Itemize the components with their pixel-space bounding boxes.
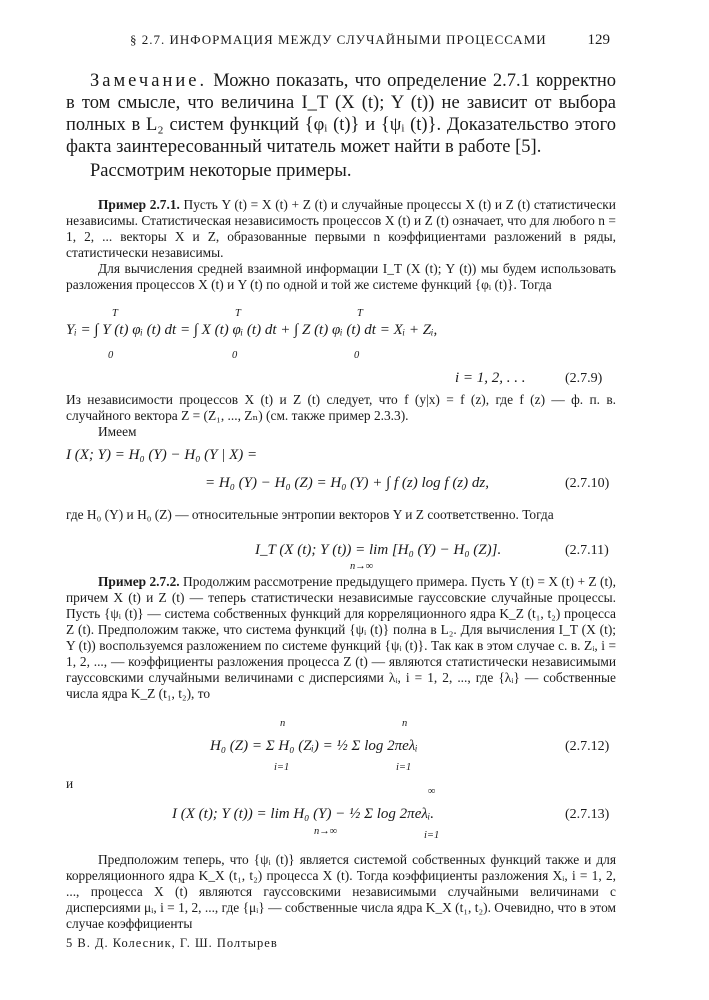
example-1-p2: Для вычисления средней взаимной информации I_T (X (t); Y (t)) мы будем использовать разложения процессов X (t) и Y (t) по одной и той же системе функций {φᵢ (t)}. Тогда bbox=[66, 261, 616, 292]
int3-lower: 0 bbox=[354, 350, 360, 361]
int1-upper: T bbox=[112, 308, 118, 319]
int2-upper: T bbox=[235, 308, 241, 319]
sum2-upper: n bbox=[402, 718, 408, 729]
int1-lower: 0 bbox=[108, 350, 114, 361]
sum1-upper: n bbox=[280, 718, 286, 729]
example-1-p4: Имеем bbox=[98, 424, 137, 439]
example-2-label: Пример 2.7.2. bbox=[98, 574, 180, 589]
equation-2-7-11: I_T (X (t); Y (t)) = lim [H₀ (Y) − H₀ (Z)]. bbox=[255, 542, 502, 558]
equation-number-2-7-13: (2.7.13) bbox=[565, 807, 610, 822]
and-word: и bbox=[66, 776, 74, 791]
example-1-label: Пример 2.7.1. bbox=[98, 197, 180, 212]
int2-lower: 0 bbox=[232, 350, 238, 361]
example-1-p1: Пусть Y (t) = X (t) + Z (t) и случайные процессы X (t) и Z (t) статистически независимы. Статистическая независимость процессов X (t) и Z (t) означает, что для любого n = 1, 2, ... векторы X и Z, образованные первыми n коэффициентами разложений в ряды, статистически независимы. bbox=[66, 197, 616, 260]
lim-sub-2-7-11: n→∞ bbox=[350, 561, 374, 572]
remark-lead: Замечание. bbox=[90, 71, 208, 91]
equation-2-7-9-main: Yᵢ = ∫ Y (t) φᵢ (t) dt = ∫ X (t) φᵢ (t) dt + ∫ Z (t) φᵢ (t) dt = Xᵢ + Zᵢ, bbox=[66, 322, 438, 338]
equation-number-2-7-10: (2.7.10) bbox=[565, 476, 610, 491]
header-title: § 2.7. ИНФОРМАЦИЯ МЕЖДУ СЛУЧАЙНЫМИ ПРОЦЕССАМИ bbox=[130, 32, 547, 47]
equation-number-2-7-9: (2.7.9) bbox=[565, 371, 603, 386]
example-2-block bbox=[66, 574, 616, 702]
equation-2-7-10-line2: = H₀ (Y) − H₀ (Z) = H₀ (Y) + ∫ f (z) log f (z) dz, bbox=[205, 475, 489, 491]
example-2-p1: Продолжим рассмотрение предыдущего примера. Пусть Y (t) = X (t) + Z (t), причем X (t) и Z (t) — теперь статистически независимые гауссовские случайные процессы. Пусть {ψᵢ (t)} — система собственных функций для корреляционного ядра K_Z (t₁, t₂) процесса Z (t). Предположим также, что система функций {ψᵢ (t)} полна в L₂. Для вычисления I_T (X (t); Y (t)) воспользуемся разложением по системе функций {ψᵢ (t)}. Так как в этом случае с. в. Zᵢ, i = 1, 2, ..., — коэффициенты разложения процесса Z (t) — являются статистически независимыми гауссовскими случайными величинами с дисперсиями λᵢ, i = 1, 2, ..., где {λᵢ} — собственные числа ядра K_Z (t₁, t₂), то bbox=[66, 574, 616, 701]
page-number: 129 bbox=[587, 32, 610, 48]
sum1-lower: i=1 bbox=[274, 762, 290, 773]
example-1-cont bbox=[66, 392, 616, 440]
example-1-p3: Из независимости процессов X (t) и Z (t) следует, что f (y|x) = f (z), где f (z) — ф. п. в. случайного вектора Z = (Z₁, ..., Zₙ) (см. также пример 2.3.3). bbox=[66, 392, 616, 423]
equation-2-7-13: I (X (t); Y (t)) = lim H₀ (Y) − ½ Σ log 2πeλᵢ. bbox=[172, 806, 434, 822]
sum3-lower: i=1 bbox=[424, 830, 440, 841]
int3-upper: T bbox=[357, 308, 363, 319]
example-2-p2: Предположим теперь, что {ψᵢ (t)} является системой собственных функций также и для корреляционного ядра K_X (t₁, t₂) процесса X (t). Тогда коэффициенты разложения Xᵢ, i = 1, 2, ..., процесса X (t) являются гауссовскими независимыми случайными величинами с дисперсиями μᵢ, i = 1, 2, ..., где {μᵢ} — собственные числа ядра K_X (t₁, t₂). Очевидно, что в этом случае коэффициенты bbox=[66, 852, 616, 931]
remark-block bbox=[66, 70, 616, 182]
equation-2-7-12: H₀ (Z) = Σ H₀ (Zᵢ) = ½ Σ log 2πeλᵢ bbox=[210, 738, 418, 754]
examples-intro: Рассмотрим некоторые примеры. bbox=[90, 161, 352, 181]
equation-2-7-10-line1: I (X; Y) = H₀ (Y) − H₀ (Y | X) = bbox=[66, 447, 258, 463]
running-header bbox=[130, 32, 610, 52]
sum3-upper: ∞ bbox=[428, 786, 436, 797]
example-1-block bbox=[66, 197, 616, 293]
equation-2-7-9-index: i = 1, 2, . . . bbox=[455, 370, 526, 386]
equation-number-2-7-12: (2.7.12) bbox=[565, 739, 610, 754]
example-1-p5: где H₀ (Y) и H₀ (Z) — относительные энтропии векторов Y и Z соответственно. Тогда bbox=[66, 507, 554, 522]
equation-number-2-7-11: (2.7.11) bbox=[565, 543, 609, 558]
lim-sub-2-7-13: n→∞ bbox=[314, 826, 338, 837]
remark-text: Можно показать, что определение 2.7.1 корректно в том смысле, что величина I_T (X (t); Y (t)) не зависит от выбора полных в L₂ систем функций {φᵢ (t)} и {ψᵢ (t)}. Доказательство этого факта заинтересованный читатель может найти в работе [5]. bbox=[66, 71, 616, 157]
footer-signature: 5 В. Д. Колесник, Г. Ш. Полтырев bbox=[66, 936, 278, 950]
example-2-cont bbox=[66, 852, 616, 932]
sum2-lower: i=1 bbox=[396, 762, 412, 773]
